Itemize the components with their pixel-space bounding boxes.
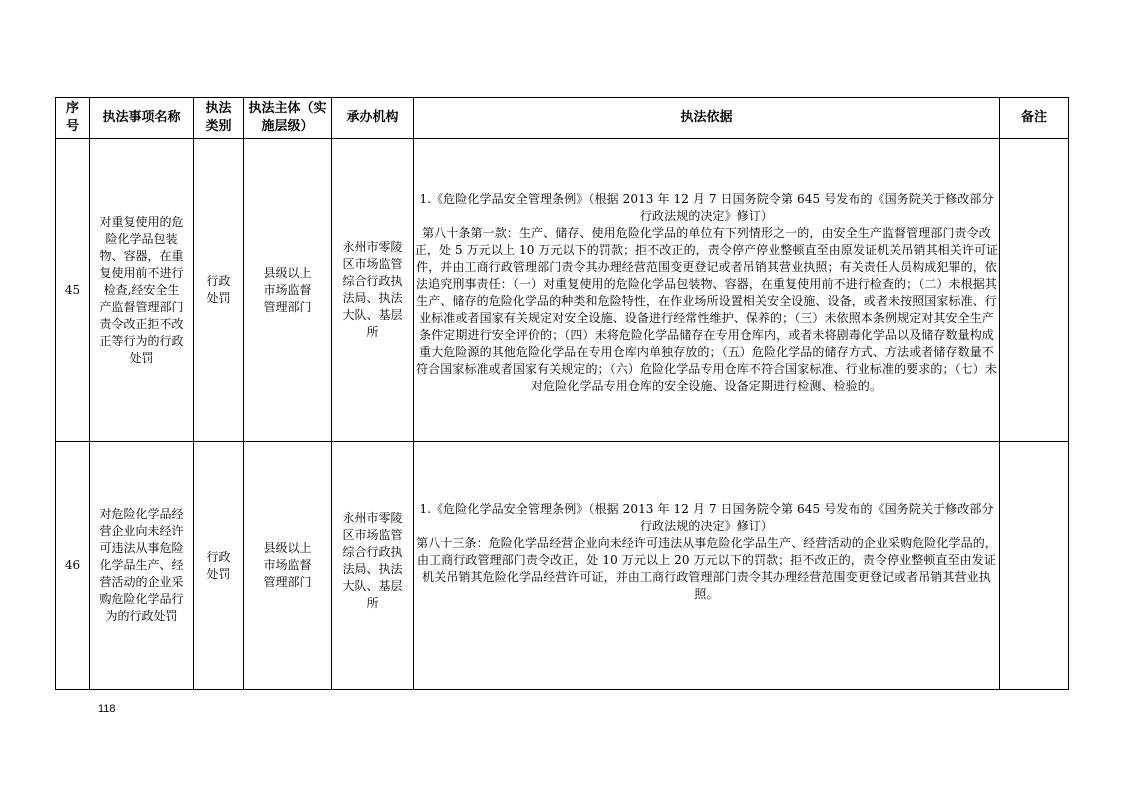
cell-org: 永州市零陵区市场监管综合行政执法局、执法大队、基层所 — [332, 139, 414, 442]
cell-note — [1000, 139, 1069, 442]
cell-basis — [414, 139, 1000, 442]
table-row — [56, 442, 1069, 690]
cell-org: 永州市零陵区市场监管综合行政执法局、执法大队、基层所 — [332, 442, 414, 690]
enforcement-table — [55, 97, 1069, 690]
header-name: 执法事项名称 — [90, 98, 194, 139]
cell-subject: 县级以上市场监督管理部门 — [244, 442, 332, 690]
basis-title: 1.《危险化学品安全管理条例》（根据 2013 年 12 月 7 日国务院令第 645 号发布的《国务院关于修改部分行政法规的决定》修订） — [419, 501, 994, 533]
table-row — [56, 139, 1069, 442]
basis-text: 第八十条第一款：生产、储存、使用危险化学品的单位有下列情形之一的，由安全生产监督管理部门责令改正，处 5 万元以上 10 万元以下的罚款；拒不改正的，责令停产停业整顿直至由原发证机关吊销其相关许可证件，并由工商行政管理部门责令其办理经营范围变更登记或者吊销其营业执照；有关责任人员构成犯罪的，依法追究刑事责任：（一）对重复使用的危险化学品包装物、容器，在重复使用前不进行检查的；（二）未根据其生产、储存的危险化学品的种类和危险特性，在作业场所设置相关安全设施、设备，或者未按照国家标准、行业标准或者国家有关规定对安全设施、设备进行经常性维护、保养的；（三）未依照本条例规定对其安全生产条件定期进行安全评价的；（四）未将危险化学品储存在专用仓库内，或者未将剧毒化学品以及储存数量构成重大危险源的其他危险化学品在专用仓库内单独存放的；（五）危险化学品的储存方式、方法或者储存数量不符合国家标准或者国家有关规定的；（六）危险化学品专用仓库不符合国家标准、行业标准的要求的；（七）未对危险化学品专用仓库的安全设施、设备定期进行检测、检验的。 — [414, 226, 999, 393]
cell-note — [1000, 442, 1069, 690]
header-note: 备注 — [1000, 98, 1069, 139]
header-seq: 序号 — [56, 98, 90, 139]
cell-seq: 45 — [56, 139, 90, 442]
header-subject: 执法主体（实施层级） — [244, 98, 332, 139]
header-category: 执法类别 — [194, 98, 244, 139]
page-number: 118 — [98, 703, 116, 715]
basis-title: 1.《危险化学品安全管理条例》（根据 2013 年 12 月 7 日国务院令第 645 号发布的《国务院关于修改部分行政法规的决定》修订） — [419, 192, 994, 223]
cell-name: 对危险化学品经营企业向未经许可违法从事危险化学品生产、经营活动的企业采购危险化学品行为的行政处罚 — [90, 442, 194, 690]
header-org: 承办机构 — [332, 98, 414, 139]
cell-seq: 46 — [56, 442, 90, 690]
basis-text: 第八十三条：危险化学品经营企业向未经许可违法从事危险化学品生产、经营活动的企业采购危险化学品的，由工商行政管理部门责令改正，处 10 万元以上 20 万元以下的罚款；拒不改正的，责令停业整顿直至由发证机关吊销其危险化学品经营许可证，并由工商行政管理部门责令其办理经营范围变更登记或者吊销其营业执照。 — [416, 535, 997, 601]
cell-category: 行政处罚 — [194, 139, 244, 442]
header-basis: 执法依据 — [414, 98, 1000, 139]
cell-name: 对重复使用的危险化学品包装物、容器，在重复使用前不进行检查,经安全生产监督管理部门责令改正拒不改正等行为的行政处罚 — [90, 139, 194, 442]
cell-subject: 县级以上市场监督管理部门 — [244, 139, 332, 442]
cell-basis — [414, 442, 1000, 690]
header-row — [56, 98, 1069, 139]
cell-category: 行政处罚 — [194, 442, 244, 690]
